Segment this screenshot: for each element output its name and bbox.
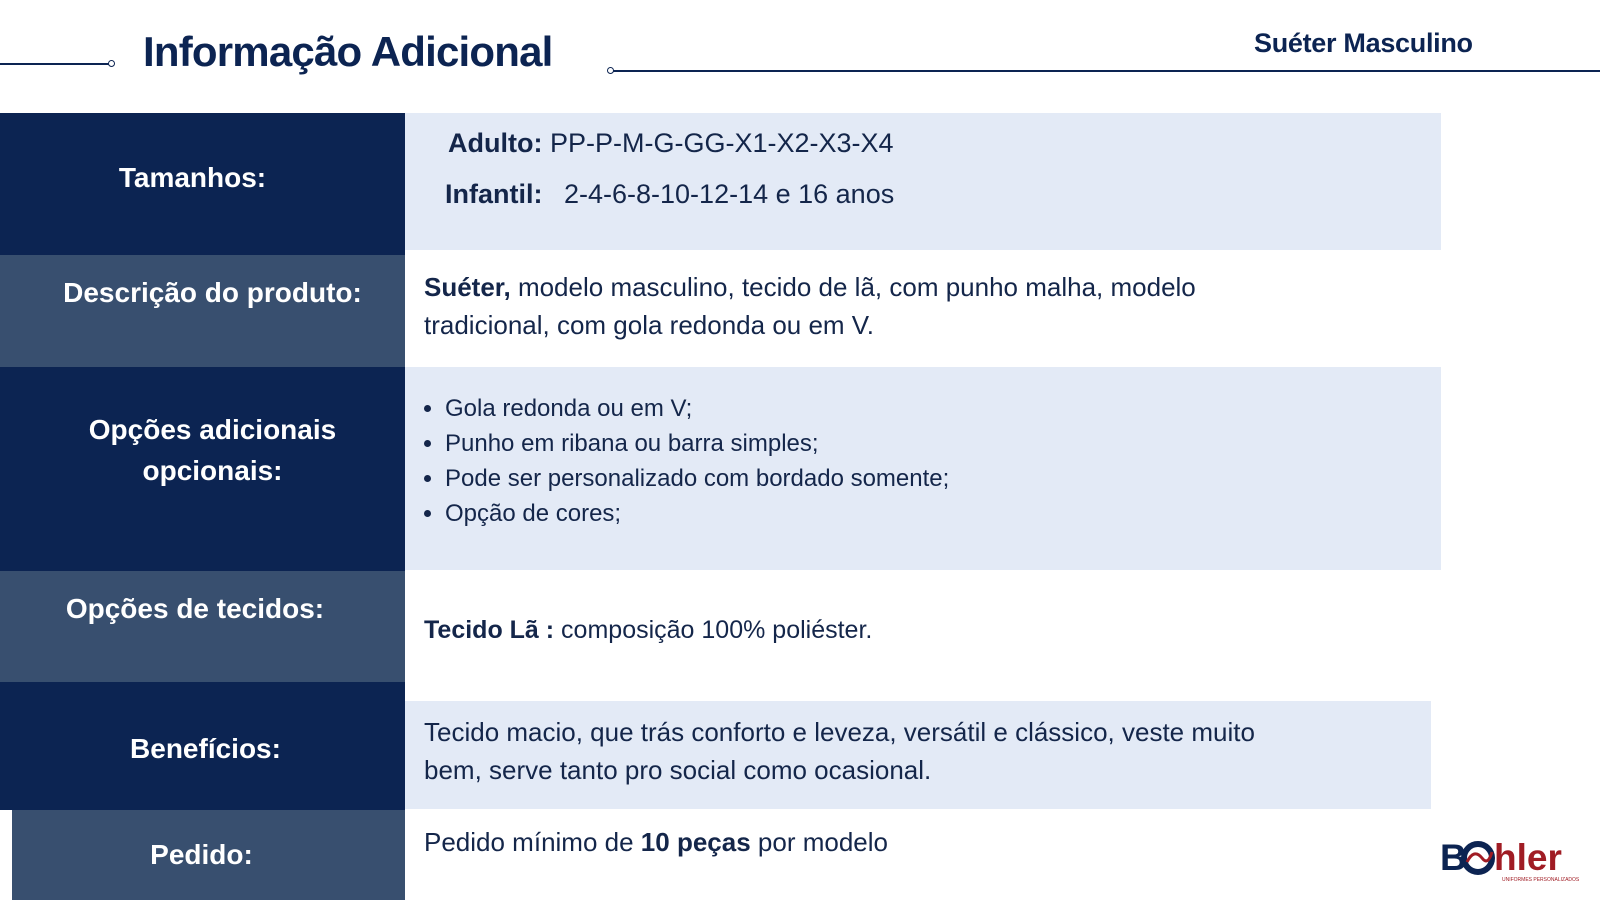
benefits-text: Tecido macio, que trás conforto e leveza, versátil e clássico, veste muito bem, serve tanto pro social como ocasional. bbox=[424, 717, 1255, 785]
value-descricao bbox=[424, 268, 1324, 344]
sizes-child bbox=[445, 179, 894, 210]
label-tecidos-text: Opções de tecidos: bbox=[65, 593, 325, 625]
header-right-rule-dot bbox=[607, 67, 614, 74]
sizes-adult bbox=[448, 128, 894, 159]
sizes-child-label: Infantil: bbox=[445, 179, 543, 209]
option-item: • Gola redonda ou em V; bbox=[445, 391, 949, 426]
svg-text:hler: hler bbox=[1494, 837, 1562, 878]
description-text: modelo masculino, tecido de lã, com punho malha, modelo tradicional, com gola redonda ou em V. bbox=[424, 272, 1196, 340]
value-pedido bbox=[424, 827, 888, 858]
label-beneficios bbox=[0, 682, 405, 810]
value-opcoes bbox=[405, 367, 1441, 570]
label-descricao bbox=[0, 255, 405, 367]
fabric-composition: composição 100% poliéster. bbox=[554, 616, 873, 644]
header-left-rule-dot bbox=[108, 60, 115, 67]
fabric-name: Tecido Lã : bbox=[424, 616, 555, 644]
bohler-logo bbox=[1440, 836, 1590, 886]
description-product-name: Suéter, bbox=[424, 272, 511, 302]
label-pedido-text: Pedido: bbox=[150, 838, 253, 870]
label-descricao-text: Descrição do produto: bbox=[63, 276, 362, 308]
label-tecidos bbox=[0, 571, 405, 682]
value-tecidos bbox=[424, 616, 872, 645]
option-item: • Pode ser personalizado com bordado somente; bbox=[445, 461, 949, 496]
sizes-adult-value: PP-P-M-G-GG-X1-X2-X3-X4 bbox=[549, 128, 894, 158]
svg-text:B: B bbox=[1440, 837, 1467, 878]
option-item: • Punho em ribana ou barra simples; bbox=[445, 426, 949, 461]
label-opcoes-line1: Opções adicionais bbox=[88, 414, 337, 446]
order-min-quantity: 10 peças bbox=[640, 827, 751, 857]
header-right-rule bbox=[612, 70, 1600, 72]
page-subtitle: Suéter Masculino bbox=[1254, 28, 1473, 58]
options-list bbox=[423, 391, 949, 531]
label-beneficios-text: Benefícios: bbox=[130, 732, 281, 764]
sizes-adult-label: Adulto: bbox=[448, 128, 543, 158]
order-text-after: por modelo bbox=[750, 827, 888, 857]
sizes-child-value: 2-4-6-8-10-12-14 e 16 anos bbox=[564, 179, 895, 209]
option-item: • Opção de cores; bbox=[445, 496, 949, 531]
value-tamanhos bbox=[405, 113, 1441, 250]
header-left-rule bbox=[0, 63, 110, 65]
page-title: Informação Adicional bbox=[143, 28, 553, 75]
label-opcoes bbox=[0, 367, 405, 571]
label-opcoes-line2: opcionais: bbox=[142, 455, 283, 486]
order-text-before: Pedido mínimo de bbox=[424, 827, 641, 857]
label-tamanhos bbox=[0, 113, 405, 255]
svg-text:UNIFORMES PERSONALIZADOS: UNIFORMES PERSONALIZADOS bbox=[1502, 877, 1580, 883]
label-pedido bbox=[12, 810, 405, 900]
label-tamanhos-text: Tamanhos: bbox=[118, 161, 267, 193]
value-beneficios bbox=[405, 701, 1431, 809]
